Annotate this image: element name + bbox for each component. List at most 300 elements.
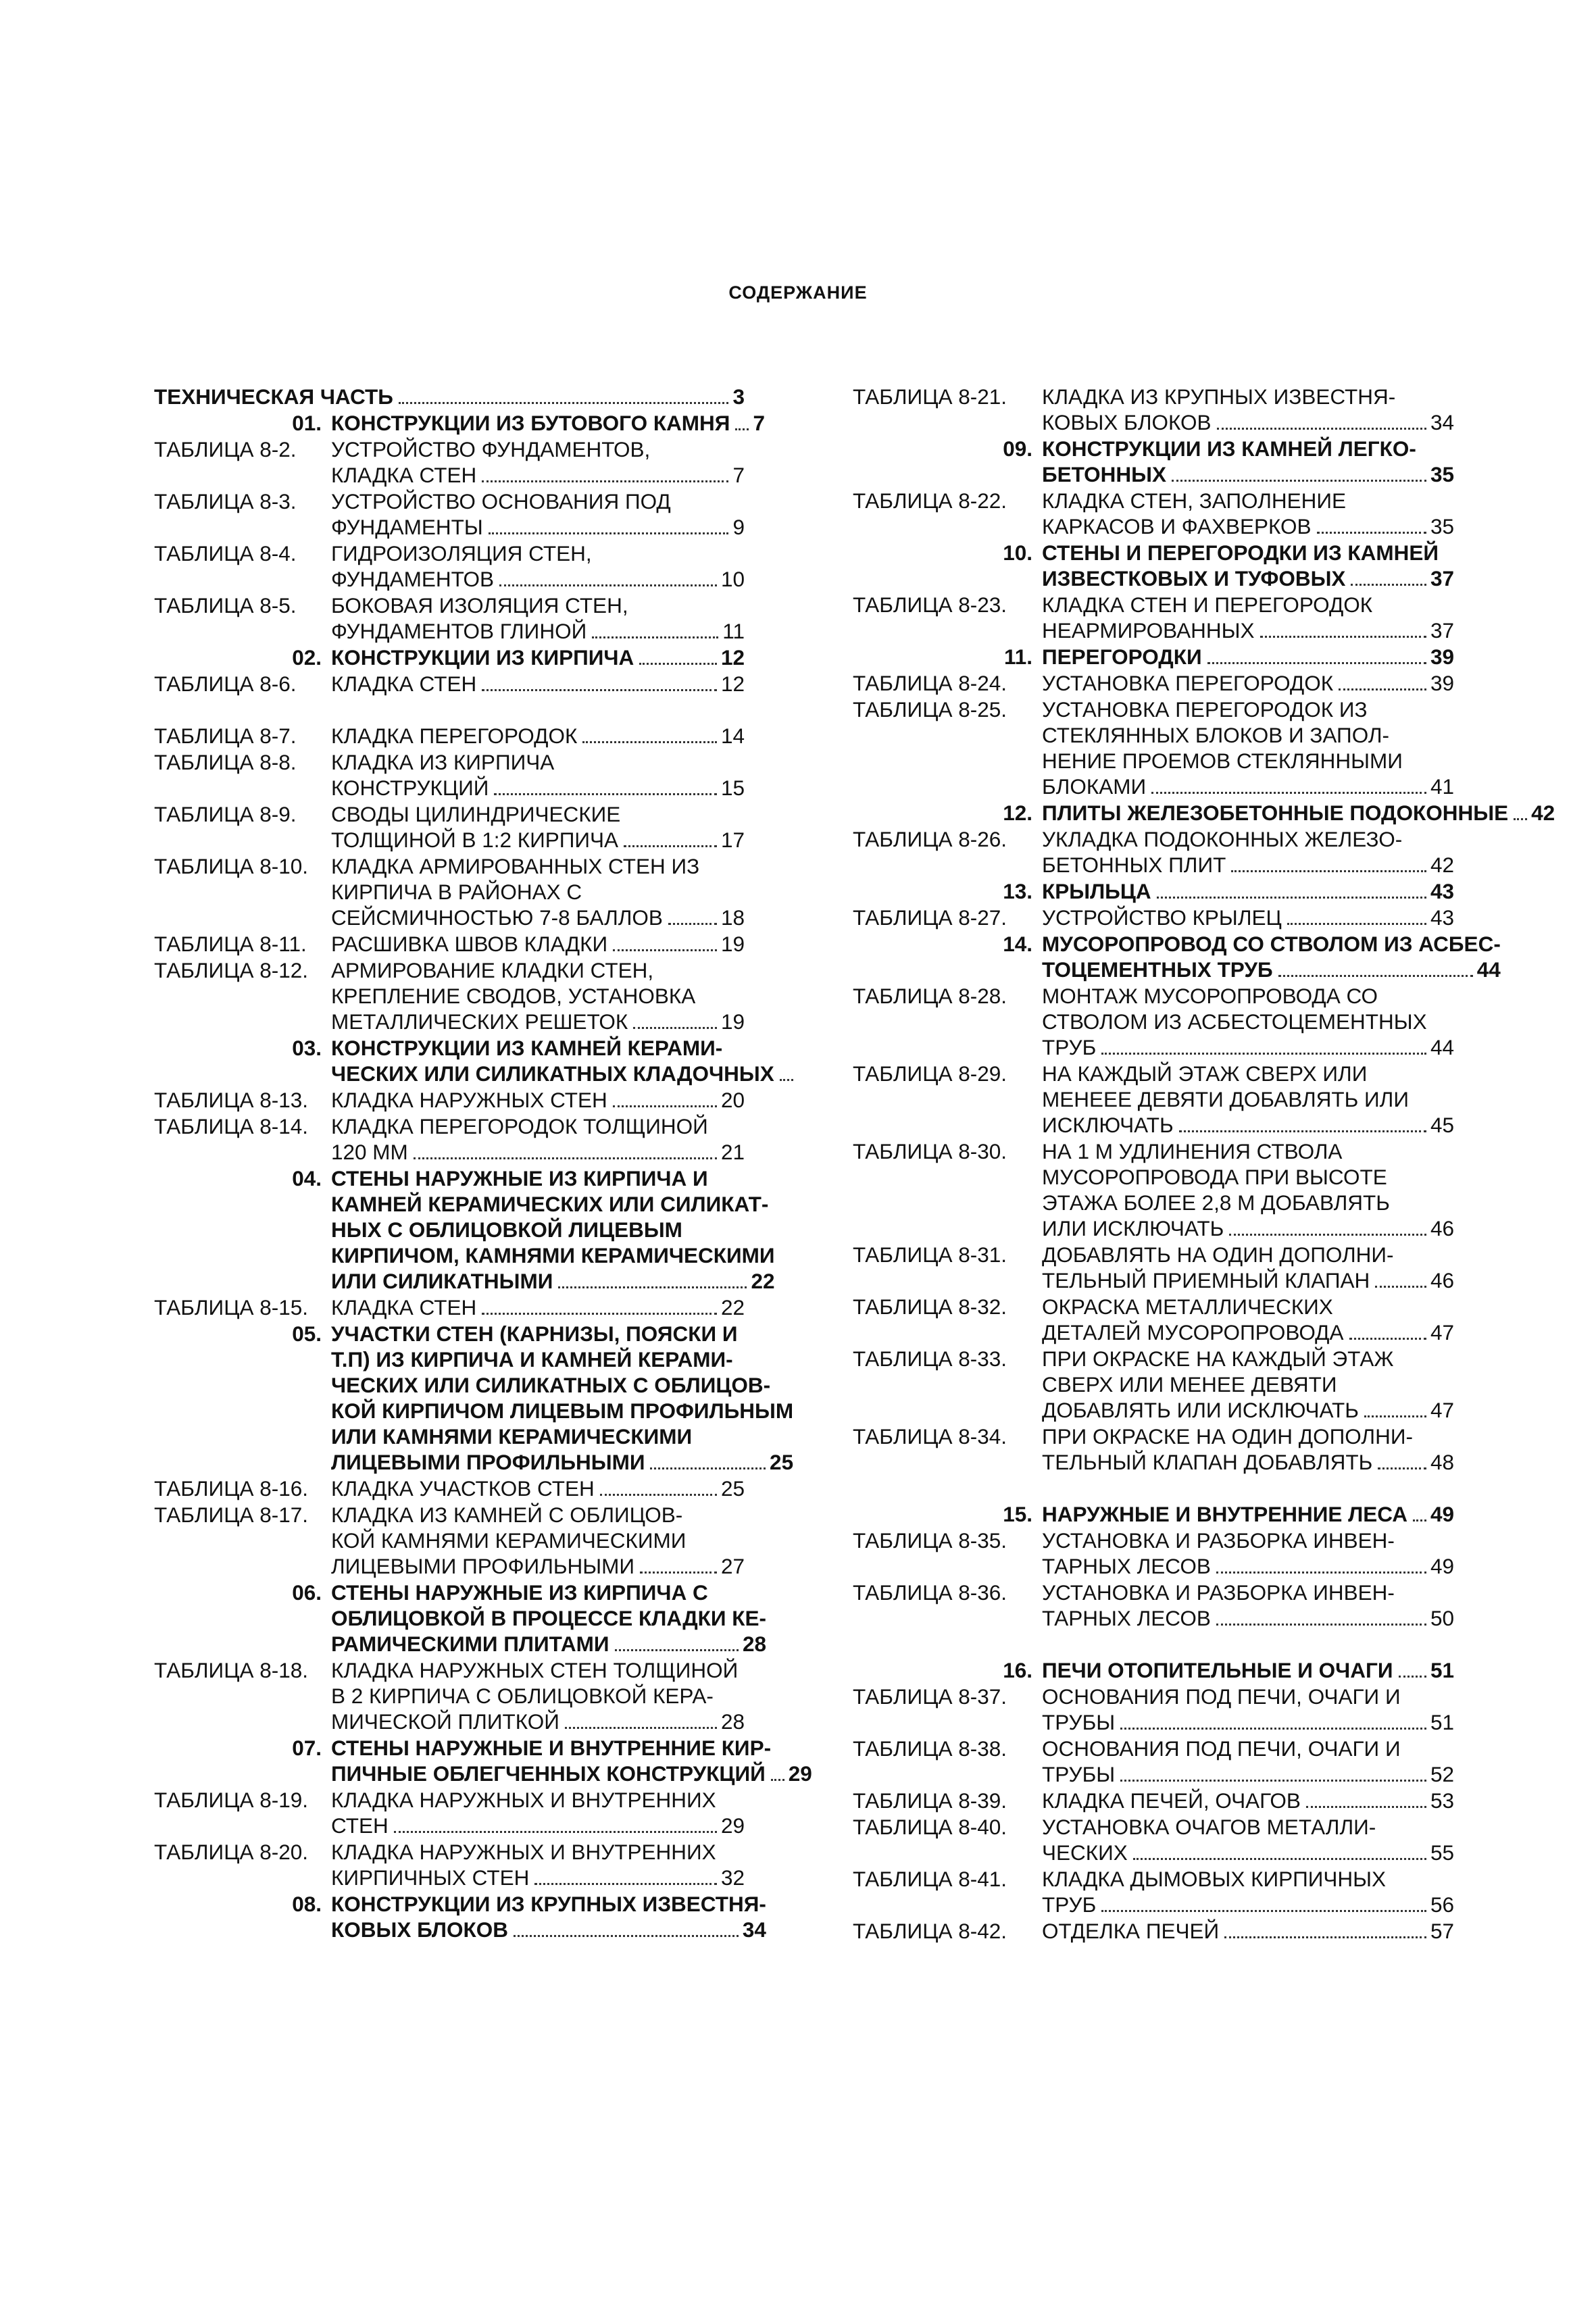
- entry-title: [1042, 644, 1454, 670]
- entry-title: [331, 1580, 766, 1657]
- toc-table-entry[interactable]: [853, 670, 1454, 697]
- page-number: 35: [1430, 514, 1454, 538]
- title-line: [1042, 1164, 1454, 1190]
- toc-section-entry[interactable]: [154, 410, 765, 436]
- entry-label: ТАБЛИЦА 8-30.: [853, 1139, 1007, 1163]
- toc-table-entry[interactable]: [853, 697, 1454, 800]
- dot-leader: [1179, 1130, 1426, 1132]
- title-line: [331, 1476, 745, 1502]
- entry-title: [331, 436, 745, 488]
- entry-title: [331, 723, 745, 749]
- title-line: [1042, 1267, 1454, 1294]
- title-line: [1042, 774, 1454, 800]
- toc-table-entry[interactable]: [154, 593, 745, 645]
- entry-label: ТАБЛИЦА 8-28.: [853, 984, 1007, 1008]
- title-text: КОНСТРУКЦИИ ИЗ КИРПИЧА: [331, 645, 634, 670]
- entry-label: ТАБЛИЦА 8-11.: [154, 932, 307, 956]
- dot-leader: [1339, 688, 1426, 690]
- dot-leader: [735, 428, 749, 430]
- title-text: НА КАЖДЫЙ ЭТАЖ СВЕРХ ИЛИ: [1042, 1061, 1368, 1086]
- title-line: [1042, 1892, 1454, 1918]
- toc-table-entry[interactable]: [853, 1580, 1454, 1632]
- toc-table-entry[interactable]: [853, 592, 1454, 644]
- entry-title: [1042, 488, 1454, 540]
- entry-title: [1042, 592, 1454, 644]
- toc-table-entry[interactable]: [154, 801, 745, 853]
- entry-title: [1042, 1138, 1454, 1242]
- toc-table-entry[interactable]: [853, 1242, 1454, 1294]
- title-text: КЛАДКА СТЕН: [331, 672, 477, 696]
- entry-label: ТАБЛИЦА 8-21.: [853, 384, 1007, 409]
- page-number: 46: [1430, 1216, 1454, 1240]
- entry-label: ТАБЛИЦА 8-27.: [853, 905, 1007, 930]
- toc-table-entry[interactable]: [154, 540, 745, 593]
- title-text: ОСНОВАНИЯ ПОД ПЕЧИ, ОЧАГИ И: [1042, 1684, 1401, 1709]
- title-line: [331, 1839, 745, 1865]
- page-number: 27: [720, 1554, 745, 1578]
- page-number: 42: [1531, 801, 1555, 825]
- title-line: [1042, 1605, 1454, 1632]
- entry-title: [1042, 1657, 1454, 1684]
- title-line: [1042, 618, 1454, 644]
- title-line: [1042, 461, 1454, 488]
- toc-table-entry[interactable]: [853, 983, 1454, 1061]
- title-text: УКЛАДКА ПОДОКОННЫХ ЖЕЛЕЗО-: [1042, 827, 1403, 851]
- page-number: 52: [1430, 1762, 1454, 1786]
- page-number: 43: [1430, 879, 1454, 903]
- title-text: СТЕН: [331, 1813, 389, 1838]
- entry-title: [1042, 905, 1454, 931]
- page-number: 9: [732, 515, 745, 539]
- dot-leader: [1306, 1806, 1426, 1808]
- toc-table-entry[interactable]: [853, 905, 1454, 931]
- toc-table-entry[interactable]: [154, 1294, 745, 1321]
- entry-label: ТАБЛИЦА 8-13.: [154, 1088, 309, 1112]
- title-text: КРЫЛЬЦА: [1042, 879, 1151, 903]
- entry-label: 09.: [1003, 436, 1032, 461]
- page-number: 46: [1430, 1268, 1454, 1292]
- toc-table-entry[interactable]: [154, 1502, 745, 1580]
- title-text: УСТАНОВКА ОЧАГОВ МЕТАЛЛИ-: [1042, 1815, 1376, 1839]
- toc-section-entry[interactable]: [853, 878, 1454, 905]
- title-line: [1042, 1528, 1454, 1553]
- entry-label: ТАБЛИЦА 8-20.: [154, 1840, 309, 1864]
- title-text: КОВЫХ БЛОКОВ: [331, 1917, 509, 1942]
- dot-leader: [1351, 584, 1426, 586]
- entry-title: [331, 1321, 793, 1476]
- title-text: КЛАДКА СТЕН, ЗАПОЛНЕНИЕ: [1042, 488, 1347, 513]
- dot-leader: [639, 663, 717, 665]
- toc-section-entry[interactable]: [853, 644, 1454, 670]
- toc-table-entry[interactable]: [154, 1657, 745, 1735]
- title-text: КЛАДКА ПЕРЕГОРОДОК: [331, 724, 578, 748]
- spacer: [853, 1632, 1454, 1657]
- title-line: [1042, 1319, 1454, 1346]
- title-line: [1042, 1709, 1454, 1736]
- dot-leader: [494, 793, 717, 795]
- entry-label: ТАБЛИЦА 8-35.: [853, 1528, 1007, 1553]
- entry-label: 02.: [292, 645, 322, 670]
- toc-table-entry[interactable]: [853, 1424, 1454, 1476]
- page-number: 34: [1430, 410, 1454, 434]
- page-number: 12: [720, 672, 745, 696]
- title-text: СТЕНЫ НАРУЖНЫЕ ИЗ КИРПИЧА С: [331, 1580, 708, 1605]
- title-text: НАРУЖНЫЕ И ВНУТРЕННИЕ ЛЕСА: [1042, 1502, 1407, 1526]
- dot-leader: [624, 845, 717, 847]
- title-text: КЛАДКА ИЗ КРУПНЫХ ИЗВЕСТНЯ-: [1042, 384, 1396, 409]
- title-text: ФУНДАМЕНТЫ: [331, 515, 483, 539]
- page-number: 11: [722, 619, 745, 643]
- toc-table-entry[interactable]: [154, 957, 745, 1035]
- dot-leader: [1224, 1936, 1426, 1938]
- toc-table-entry[interactable]: [154, 931, 745, 957]
- title-text: ЧЕСКИХ ИЛИ СИЛИКАТНЫХ КЛАДОЧНЫХ: [331, 1061, 774, 1086]
- title-text: УСТАНОВКА ПЕРЕГОРОДОК ИЗ: [1042, 697, 1368, 722]
- toc-section-entry[interactable]: [154, 1035, 774, 1087]
- dot-leader: [771, 1779, 784, 1781]
- title-text: ТЕЛЬНЫЙ КЛАПАН ДОБАВЛЯТЬ: [1042, 1450, 1373, 1474]
- title-line: [1042, 592, 1454, 618]
- dot-leader: [615, 1649, 739, 1651]
- title-line: [331, 723, 745, 749]
- title-text: МУСОРОПРОВОД СО СТВОЛОМ ИЗ АСБЕС-: [1042, 932, 1501, 956]
- toc-table-entry[interactable]: [853, 1918, 1454, 1944]
- title-text: ПЕЧИ ОТОПИТЕЛЬНЫЕ И ОЧАГИ: [1042, 1658, 1393, 1682]
- entry-label: ТАБЛИЦА 8-23.: [853, 593, 1007, 617]
- dot-leader: [1287, 923, 1426, 925]
- entry-label: 10.: [1003, 540, 1032, 565]
- toc-table-entry[interactable]: [853, 1294, 1454, 1346]
- page-number: 41: [1430, 774, 1454, 799]
- title-text: СЕЙСМИЧНОСТЬЮ 7-8 БАЛЛОВ: [331, 905, 663, 930]
- toc-section-entry[interactable]: [154, 1580, 767, 1657]
- entry-title: [331, 593, 745, 645]
- entry-title: [331, 1839, 745, 1891]
- title-line: [331, 1424, 793, 1449]
- toc-table-entry[interactable]: [154, 1476, 745, 1502]
- toc-section-entry[interactable]: [853, 800, 1555, 826]
- title-text: ТОЛЩИНОЙ В 1:2 КИРПИЧА: [331, 828, 619, 852]
- title-line: [1042, 513, 1454, 540]
- title-line: [1042, 1242, 1454, 1267]
- dot-leader: [650, 1467, 766, 1469]
- toc-table-entry[interactable]: [154, 671, 745, 697]
- dot-leader: [1151, 792, 1426, 794]
- page-number: 55: [1430, 1840, 1454, 1865]
- entry-label: ТАБЛИЦА 8-16.: [154, 1476, 309, 1501]
- title-text: БЕТОННЫХ ПЛИТ: [1042, 853, 1226, 877]
- entry-label: 01.: [292, 411, 322, 435]
- title-line: [1042, 957, 1501, 983]
- page-number: 25: [770, 1450, 794, 1474]
- entry-label: ТАБЛИЦА 8-15.: [154, 1295, 309, 1319]
- entry-label: ТАБЛИЦА 8-9.: [154, 802, 297, 826]
- entry-label: ТАБЛИЦА 8-26.: [853, 827, 1007, 851]
- title-text: КИРПИЧНЫХ СТЕН: [331, 1865, 530, 1890]
- title-line: [331, 1242, 775, 1268]
- entry-title: [331, 957, 745, 1035]
- entry-label: 12.: [1003, 801, 1032, 825]
- title-line: [331, 1917, 766, 1943]
- title-text: ЧЕСКИХ: [1042, 1840, 1128, 1865]
- toc-table-entry[interactable]: [853, 1866, 1454, 1918]
- entry-title: [331, 1891, 766, 1943]
- toc-table-entry[interactable]: [154, 1113, 745, 1165]
- dot-leader: [482, 1313, 717, 1315]
- entry-label: ТАБЛИЦА 8-38.: [853, 1736, 1007, 1761]
- title-text: ОКРАСКА МЕТАЛЛИЧЕСКИХ: [1042, 1294, 1333, 1319]
- title-line: [1042, 852, 1454, 878]
- title-line: [331, 1061, 797, 1087]
- title-text: СВЕРХ ИЛИ МЕНЕЕ ДЕВЯТИ: [1042, 1372, 1337, 1397]
- page-number: 12: [720, 645, 745, 670]
- entry-label: ТАБЛИЦА 8-24.: [853, 671, 1007, 695]
- dot-leader: [1378, 1467, 1426, 1469]
- toc-table-entry[interactable]: [853, 1528, 1454, 1580]
- page-number: 35: [1430, 462, 1454, 486]
- page-number: 37: [1430, 618, 1454, 643]
- title-text: КОНСТРУКЦИИ ИЗ КАМНЕЙ ЛЕГКО-: [1042, 436, 1416, 461]
- title-text: ПРИ ОКРАСКЕ НА ОДИН ДОПОЛНИ-: [1042, 1424, 1413, 1449]
- title-line: [331, 1502, 745, 1528]
- toc-section-entry[interactable]: [853, 931, 1501, 983]
- toc-table-entry[interactable]: [853, 1061, 1454, 1138]
- toc-section-entry[interactable]: [154, 384, 745, 410]
- title-text: РАСШИВКА ШВОВ КЛАДКИ: [331, 932, 608, 956]
- entry-title: [331, 931, 745, 957]
- page-number: 32: [720, 1865, 745, 1890]
- dot-leader: [592, 636, 718, 638]
- toc-section-entry[interactable]: [154, 1891, 766, 1943]
- title-line: [1042, 384, 1454, 409]
- entry-label: ТАБЛИЦА 8-34.: [853, 1424, 1007, 1449]
- entry-title: [1042, 1814, 1454, 1866]
- toc-section-entry[interactable]: [154, 1735, 812, 1787]
- entry-label: ТАБЛИЦА 8-5.: [154, 593, 297, 618]
- title-text: ЛИЦЕВЫМИ ПРОФИЛЬНЫМИ: [331, 1554, 635, 1578]
- title-text: ДЕТАЛЕЙ МУСОРОПРОВОДА: [1042, 1320, 1344, 1344]
- title-line: [331, 1683, 745, 1709]
- toc-table-entry[interactable]: [853, 1736, 1454, 1788]
- title-line: [1042, 1501, 1454, 1528]
- page-number: 28: [720, 1709, 745, 1734]
- title-text: ТРУБ: [1042, 1035, 1097, 1059]
- title-text: ПРИ ОКРАСКЕ НА КАЖДЫЙ ЭТАЖ: [1042, 1347, 1394, 1371]
- page-number: 29: [788, 1761, 812, 1786]
- toc-section-entry[interactable]: [853, 1501, 1454, 1528]
- entry-label: ТАБЛИЦА 8-4.: [154, 541, 297, 565]
- entry-title: [154, 384, 745, 410]
- entry-label: ТАБЛИЦА 8-3.: [154, 489, 297, 513]
- toc-table-entry[interactable]: [154, 749, 745, 801]
- title-text: КЛАДКА СТЕН: [331, 1295, 477, 1319]
- title-line: [1042, 931, 1501, 957]
- title-line: [1042, 1034, 1454, 1061]
- toc-table-entry[interactable]: [853, 1788, 1454, 1814]
- toc-section-entry[interactable]: [154, 1321, 794, 1476]
- title-text: ТРУБЫ: [1042, 1762, 1116, 1786]
- page-number: 10: [720, 567, 745, 591]
- toc-section-entry[interactable]: [154, 645, 745, 671]
- title-text: ТРУБЫ: [1042, 1710, 1116, 1734]
- title-line: [1042, 1788, 1454, 1814]
- title-line: [331, 1165, 775, 1191]
- page-number: 44: [1430, 1035, 1454, 1059]
- title-line: [1042, 1684, 1454, 1709]
- entry-title: [1042, 800, 1555, 826]
- title-line: [1042, 1866, 1454, 1892]
- entry-title: [331, 671, 745, 697]
- title-text: КОНСТРУКЦИИ ИЗ КРУПНЫХ ИЗВЕСТНЯ-: [331, 1892, 766, 1916]
- toc-table-entry[interactable]: [154, 1087, 745, 1113]
- title-text: КЛАДКА ДЫМОВЫХ КИРПИЧНЫХ: [1042, 1867, 1387, 1891]
- toc-table-entry[interactable]: [154, 1787, 745, 1839]
- page-number: 49: [1430, 1554, 1454, 1578]
- title-line: [331, 1347, 793, 1372]
- toc-table-entry[interactable]: [853, 1684, 1454, 1736]
- dot-leader: [399, 402, 729, 404]
- page-number: 45: [1430, 1113, 1454, 1137]
- dot-leader: [613, 1105, 717, 1107]
- page-number: 39: [1430, 671, 1454, 695]
- entry-label: 16.: [1003, 1658, 1032, 1682]
- title-text: ГИДРОИЗОЛЯЦИЯ СТЕН,: [331, 541, 592, 565]
- title-text: ЭТАЖА БОЛЕЕ 2,8 М ДОБАВЛЯТЬ: [1042, 1190, 1390, 1215]
- entry-title: [331, 1087, 745, 1113]
- title-text: УСТАНОВКА И РАЗБОРКА ИНВЕН-: [1042, 1528, 1395, 1553]
- entry-title: [331, 488, 745, 540]
- title-line: [331, 1761, 812, 1787]
- entry-label: ТАБЛИЦА 8-12.: [154, 958, 309, 982]
- title-line: [331, 1035, 797, 1061]
- entry-title: [1042, 1580, 1454, 1632]
- toc-table-entry[interactable]: [853, 1138, 1454, 1242]
- dot-leader: [514, 1935, 739, 1937]
- title-line: [331, 1631, 766, 1657]
- dot-leader: [1207, 662, 1426, 664]
- dot-leader: [1217, 428, 1426, 430]
- title-line: [331, 1813, 745, 1839]
- title-text: КЛАДКА НАРУЖНЫХ И ВНУТРЕННИХ: [331, 1840, 716, 1864]
- title-text: В 2 КИРПИЧА С ОБЛИЦОВКОЙ КЕРА-: [331, 1684, 714, 1708]
- entry-title: [1042, 1346, 1454, 1424]
- title-text: СТВОЛОМ ИЗ АСБЕСТОЦЕМЕНТНЫХ: [1042, 1009, 1427, 1034]
- page-number: 20: [720, 1088, 745, 1112]
- title-text: ИЛИ ИСКЛЮЧАТЬ: [1042, 1216, 1224, 1240]
- title-text: ИЛИ СИЛИКАТНЫМИ: [331, 1269, 553, 1293]
- title-line: [1042, 540, 1454, 565]
- title-line: [331, 1528, 745, 1553]
- toc-section-entry[interactable]: [853, 1657, 1454, 1684]
- title-text: СТЕНЫ НАРУЖНЫЕ И ВНУТРЕННИЕ КИР-: [331, 1736, 772, 1760]
- dot-leader: [1364, 1415, 1426, 1417]
- entry-label: ТАБЛИЦА 8-37.: [853, 1684, 1007, 1709]
- dot-leader: [633, 1027, 717, 1029]
- toc-table-entry[interactable]: [853, 1814, 1454, 1866]
- title-line: [1042, 1397, 1454, 1424]
- title-line: [1042, 1138, 1454, 1164]
- entry-label: ТАБЛИЦА 8-6.: [154, 672, 297, 696]
- dot-leader: [1157, 897, 1426, 899]
- page-number: 14: [720, 724, 745, 748]
- title-line: [331, 905, 745, 931]
- title-text: ДОБАВЛЯТЬ НА ОДИН ДОПОЛНИ-: [1042, 1242, 1394, 1267]
- title-text: КЛАДКА ИЗ КАМНЕЙ С ОБЛИЦОВ-: [331, 1503, 683, 1527]
- title-line: [331, 1605, 766, 1631]
- title-line: [331, 1398, 793, 1424]
- title-line: [331, 618, 745, 645]
- title-text: ТРУБ: [1042, 1892, 1097, 1917]
- toc-table-entry[interactable]: [853, 384, 1454, 436]
- title-line: [331, 1787, 745, 1813]
- toc-table-entry[interactable]: [853, 826, 1454, 878]
- title-line: [331, 1087, 745, 1113]
- toc-table-entry[interactable]: [154, 436, 745, 488]
- entry-title: [1042, 878, 1454, 905]
- page-number: 21: [720, 1140, 745, 1164]
- page-title: СОДЕРЖАНИЕ: [728, 282, 868, 303]
- title-text: ИСКЛЮЧАТЬ: [1042, 1113, 1174, 1137]
- entry-title: [331, 1294, 745, 1321]
- title-text: НЕАРМИРОВАННЫХ: [1042, 618, 1255, 643]
- entry-label: ТАБЛИЦА 8-32.: [853, 1294, 1007, 1319]
- title-text: НЕНИЕ ПРОЕМОВ СТЕКЛЯННЫМИ: [1042, 749, 1403, 773]
- entry-title: [331, 1787, 745, 1839]
- toc-table-entry[interactable]: [154, 853, 745, 931]
- dot-leader: [1514, 818, 1527, 820]
- title-text: КАРКАСОВ И ФАХВЕРКОВ: [1042, 514, 1312, 538]
- page-number: 47: [1430, 1398, 1454, 1422]
- title-line: [1042, 565, 1454, 592]
- title-text: ПЕРЕГОРОДКИ: [1042, 645, 1202, 669]
- page-number: 28: [742, 1632, 767, 1656]
- title-text: ПИЧНЫЕ ОБЛЕГЧЕННЫХ КОНСТРУКЦИЙ: [331, 1761, 766, 1786]
- toc-section-entry[interactable]: [853, 436, 1454, 488]
- title-line: [331, 853, 745, 879]
- title-text: КРЕПЛЕНИЕ СВОДОВ, УСТАНОВКА: [331, 984, 696, 1008]
- toc-section-entry[interactable]: [853, 540, 1454, 592]
- toc-section-entry[interactable]: [154, 1165, 775, 1294]
- title-text: КОНСТРУКЦИИ ИЗ КАМНЕЙ КЕРАМИ-: [331, 1036, 723, 1060]
- entry-title: [1042, 1918, 1454, 1944]
- toc-table-entry[interactable]: [853, 1346, 1454, 1424]
- title-line: [331, 1372, 793, 1398]
- title-text: ТАРНЫХ ЛЕСОВ: [1042, 1606, 1211, 1630]
- page-number: 19: [720, 932, 745, 956]
- title-line: [1042, 800, 1555, 826]
- title-text: МИЧЕСКОЙ ПЛИТКОЙ: [331, 1709, 559, 1734]
- entry-title: [331, 1502, 745, 1580]
- title-line: [1042, 1294, 1454, 1319]
- page-number: 53: [1430, 1788, 1454, 1813]
- page-number: 44: [1476, 957, 1501, 982]
- toc-table-entry[interactable]: [154, 488, 745, 540]
- title-text: ТОЦЕМЕНТНЫХ ТРУБ: [1042, 957, 1273, 982]
- title-line: [331, 801, 745, 827]
- dot-leader: [394, 1831, 717, 1833]
- toc-table-entry[interactable]: [154, 723, 745, 749]
- title-text: РАМИЧЕСКИМИ ПЛИТАМИ: [331, 1632, 609, 1656]
- entry-label: ТАБЛИЦА 8-7.: [154, 724, 297, 748]
- toc-table-entry[interactable]: [853, 488, 1454, 540]
- title-text: ФУНДАМЕНТОВ ГЛИНОЙ: [331, 619, 587, 643]
- toc-table-entry[interactable]: [154, 1839, 745, 1891]
- entry-label: ТАБЛИЦА 8-33.: [853, 1347, 1007, 1371]
- title-line: [331, 1268, 775, 1294]
- page-number: 42: [1430, 853, 1454, 877]
- entry-label: 04.: [292, 1166, 322, 1190]
- title-line: [331, 775, 745, 801]
